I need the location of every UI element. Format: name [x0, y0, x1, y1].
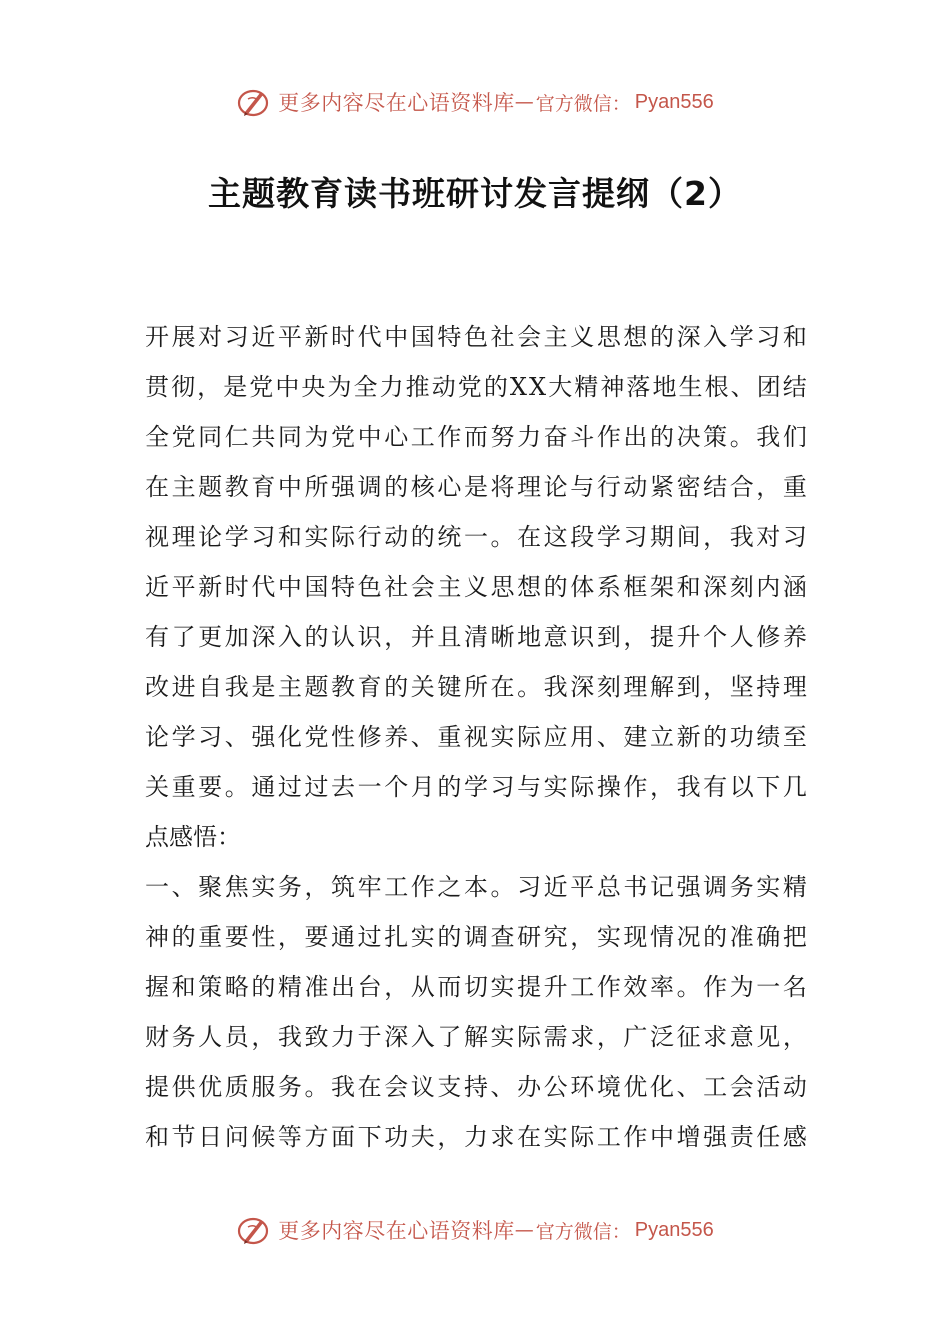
body-line: 有 了 更 加 深 入 的 认 识 ， 并 且 清 晰 地 意 识 到 ， 提 升 个 人 修 养 [145, 623, 807, 651]
banner-dash: — [514, 91, 534, 113]
body-line: 全 党 同 仁 共 同 为 党 中 心 工 作 而 努 力 奋 斗 作 出 的 决 策 。 我 们 [145, 423, 807, 451]
body-line: 贯 彻 ， 是 党 中 央 为 全 力 推 动 党 的 X X 大 精 神 落 地 生 根 、 团 结 [145, 373, 807, 401]
body-line: 提 供 优 质 服 务 。 我 在 会 议 支 持 、 办 公 环 境 优 化 、 工 会 活 动 [145, 1073, 807, 1101]
header-banner [0, 82, 950, 122]
banner-brand-text: 更多内容尽在心语资料库 [278, 1219, 515, 1243]
pen-logo-icon [236, 85, 270, 119]
banner-wechat-label: 官方微信： [535, 92, 631, 115]
body-line: 开 展 对 习 近 平 新 时 代 中 国 特 色 社 会 主 义 思 想 的 深 入 学 习 和 [145, 323, 807, 351]
footer-banner [0, 1210, 950, 1250]
body-line: 关 重 要 。 通 过 过 去 一 个 月 的 学 习 与 实 际 操 作 ， 我 有 以 下 几 [145, 773, 807, 801]
body-line: 和 节 日 问 候 等 方 面 下 功 夫 ， 力 求 在 实 际 工 作 中 增 强 责 任 感 [145, 1123, 807, 1151]
body-line: 点 感 悟 ： [145, 823, 241, 851]
body-line: 一 、 聚 焦 实 务 ， 筑 牢 工 作 之 本 。 习 近 平 总 书 记 强 调 务 实 精 [145, 873, 807, 901]
banner-wechat-label: 官方微信： [535, 1220, 631, 1243]
body-line: 握 和 策 略 的 精 准 出 台 ， 从 而 切 实 提 升 工 作 效 率 。 作 为 一 名 [145, 973, 807, 1001]
body-line: 财 务 人 员 ， 我 致 力 于 深 入 了 解 实 际 需 求 ， 广 泛 征 求 意 见 ， [145, 1023, 807, 1051]
banner-dash: — [514, 1219, 534, 1241]
banner-wechat-id: Pyan556 [634, 1218, 714, 1241]
body-line: 神 的 重 要 性 ， 要 通 过 扎 实 的 调 查 研 究 ， 实 现 情 况 的 准 确 把 [145, 923, 807, 951]
document-body [145, 312, 807, 1162]
body-line: 近 平 新 时 代 中 国 特 色 社 会 主 义 思 想 的 体 系 框 架 和 深 刻 内 涵 [145, 573, 807, 601]
pen-logo-icon [236, 1213, 270, 1247]
body-line: 论 学 习 、 强 化 党 性 修 养 、 重 视 实 际 应 用 、 建 立 新 的 功 绩 至 [145, 723, 807, 751]
banner-brand-text: 更多内容尽在心语资料库 [278, 91, 515, 115]
body-line: 视 理 论 学 习 和 实 际 行 动 的 统 一 。 在 这 段 学 习 期 间 ， 我 对 习 [145, 523, 807, 551]
body-line: 在 主 题 教 育 中 所 强 调 的 核 心 是 将 理 论 与 行 动 紧 密 结 合 ， 重 [145, 473, 807, 501]
document-title: 主题教育读书班研讨发言提纲（2） [208, 174, 742, 213]
banner-wechat-id: Pyan556 [634, 90, 714, 113]
body-line: 改 进 自 我 是 主 题 教 育 的 关 键 所 在 。 我 深 刻 理 解 到 ， 坚 持 理 [145, 673, 807, 701]
